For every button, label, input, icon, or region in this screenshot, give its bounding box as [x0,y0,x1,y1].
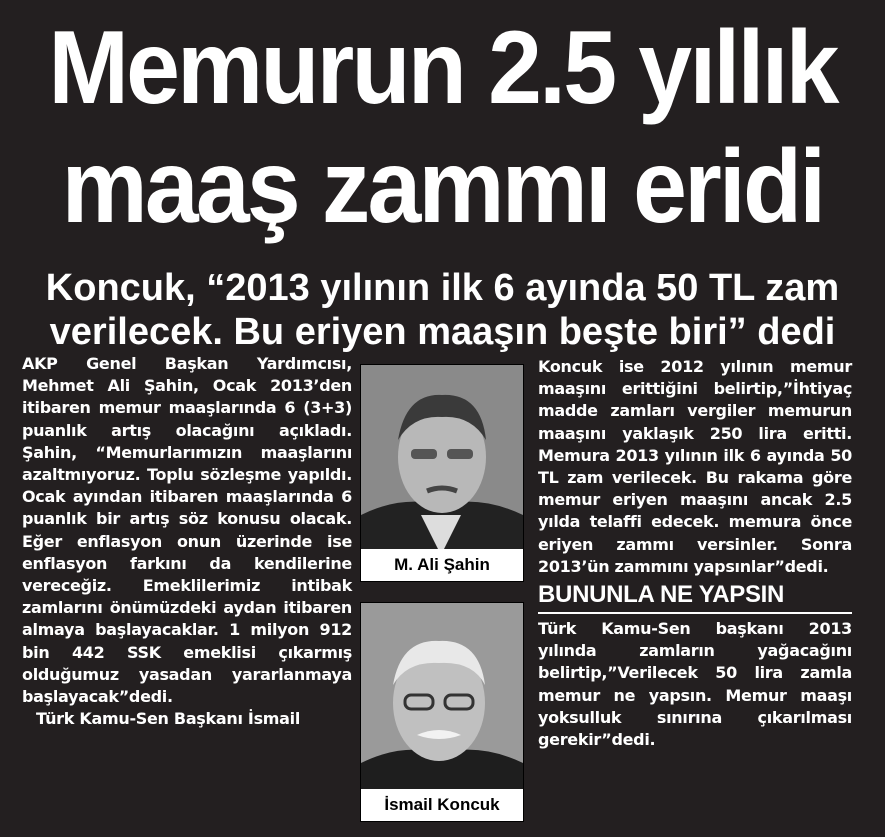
headline-line-2: maaş zammı eridi [61,129,824,245]
left-column [22,353,352,730]
left-paragraph-2: Türk Kamu-Sen Başkanı İsmail [36,709,301,729]
section-subhead: BUNUNLA NE YAPSIN [538,580,852,614]
photo-caption-1: M. Ali Şahin [361,549,523,581]
photo-caption-2: İsmail Koncuk [361,789,523,821]
right-paragraph-2: Türk Kamu-Sen başkanı 2013 yılında zamların yağacağını belirtip,”Verilecek 50 lira zamla memur ne yapsın. Memur maaşı yoksulluk sınırına çıkarılması gerekir”dedi. [538,619,852,750]
subheadline-line-2: verilecek. Bu eriyen maaşın beşte biri” dedi [49,311,836,353]
right-paragraph-1: Koncuk ise 2012 yılının memur maaşını erittiğini belirtip,”İhtiyaç madde zamları vergiler memurun maaşını yaklaşık 250 lira eritti. Memura 2013 yılının ilk 6 ayında 50 TL zam verilecek. Bu rakama göre memur eriyen maaşını ancak 2.5 yılda telaffi edecek. memura önce eriyen zammı versinler. Sonra 2013’ün zammını yapsınlar”dedi. [538,357,852,576]
photo-mehmet-ali-sahin [360,364,524,582]
photo-ismail-koncuk [360,602,524,822]
right-column [538,356,852,751]
subheadline-line-1: Koncuk, “2013 yılının ilk 6 ayında 50 TL zam [45,267,840,309]
headline-line-1: Memurun 2.5 yıllık [48,10,837,126]
left-paragraph-1: AKP Genel Başkan Yardımcısı, Mehmet Ali Şahin, Ocak 2013’den itibaren memur maaşlarında 6 (3+3) puanlık artış olacağını açıkladı. Şahin, “Memurlarımızın maaşlarını azaltmıyoruz. Toplu sözleşme yapıldı. Ocak ayından itibaren maaşlarında 6 puanlık bir artış söz konusu olacak. Eğer enflasyon onun üzerinde ise enflasyon farkını da kendilerine vereceğiz. Emeklilerimiz intibak zamlarını önümüzdeki aydan itibaren almaya başlayacaklar. 1 milyon 912 bin 442 SSK emeklisi çıkarmış olduğumuz yasadan yararlanmaya başlayacak”dedi. [22,354,352,707]
